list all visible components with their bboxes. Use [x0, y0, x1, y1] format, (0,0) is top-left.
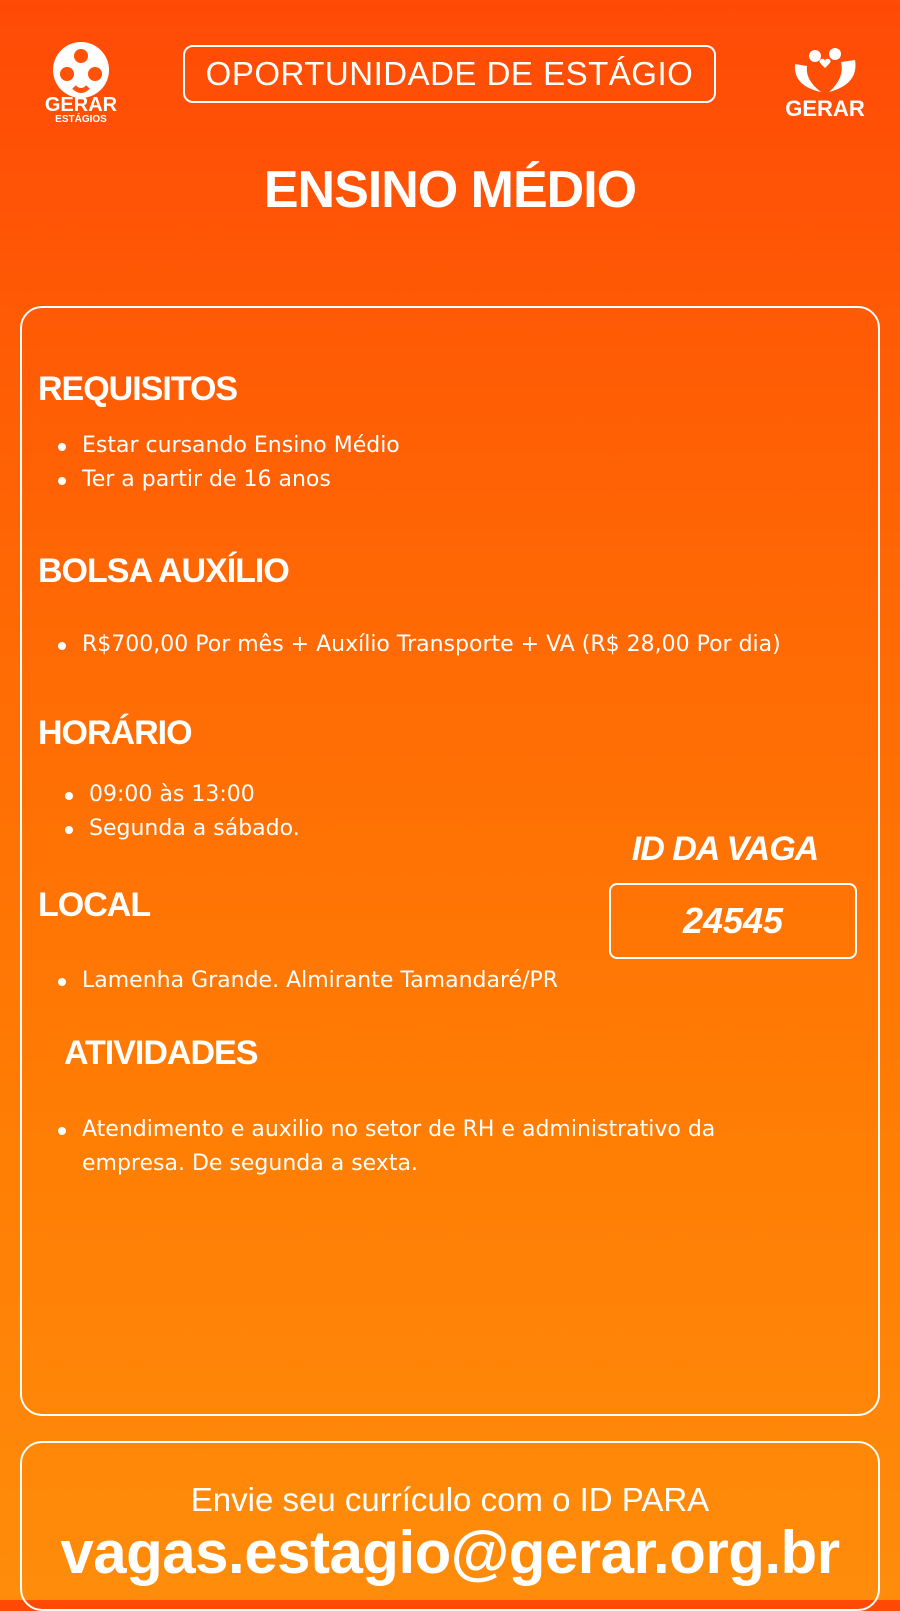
- atividades-list: [56, 1113, 816, 1181]
- horario-title: HORÁRIO: [38, 714, 192, 752]
- logo-left-subtext: ESTÁGIOS: [55, 114, 107, 125]
- opportunity-badge: OPORTUNIDADE DE ESTÁGIO: [183, 45, 716, 103]
- list-item: Segunda a sábado.: [63, 812, 300, 846]
- bolsa-list: [56, 628, 781, 662]
- contact-email: vagas.estagio@gerar.org.br: [60, 1519, 840, 1586]
- people-circle-icon: [40, 40, 122, 102]
- list-item: Atendimento e auxilio no setor de RH e administrativo da empresa. De segunda a sexta.: [56, 1113, 816, 1181]
- vaga-id-label: ID DA VAGA: [631, 830, 819, 868]
- list-item: R$700,00 Por mês + Auxílio Transporte + VA (R$ 28,00 Por dia): [56, 628, 781, 662]
- local-list: [56, 964, 558, 998]
- page-title: ENSINO MÉDIO: [263, 161, 637, 219]
- hands-heart-icon: [785, 46, 865, 96]
- requisitos-title: REQUISITOS: [38, 370, 238, 408]
- list-item: Lamenha Grande. Almirante Tamandaré/PR: [56, 964, 558, 998]
- logo-right-text: GERAR: [785, 96, 865, 121]
- footer-instruction: Envie seu currículo com o ID PARA: [190, 1481, 710, 1518]
- gerar-estagios-logo: [40, 40, 130, 130]
- gerar-logo: [785, 46, 875, 126]
- logo-left-text: GERAR: [44, 94, 118, 116]
- list-item: Ter a partir de 16 anos: [56, 463, 400, 497]
- bolsa-title: BOLSA AUXÍLIO: [38, 552, 289, 590]
- requisitos-list: [56, 429, 400, 497]
- local-title: LOCAL: [38, 886, 151, 924]
- atividades-title: ATIVIDADES: [64, 1034, 258, 1072]
- vaga-id-value: 24545: [609, 883, 857, 959]
- list-item: Estar cursando Ensino Médio: [56, 429, 400, 463]
- list-item: 09:00 às 13:00: [63, 778, 300, 812]
- horario-list: [63, 778, 300, 846]
